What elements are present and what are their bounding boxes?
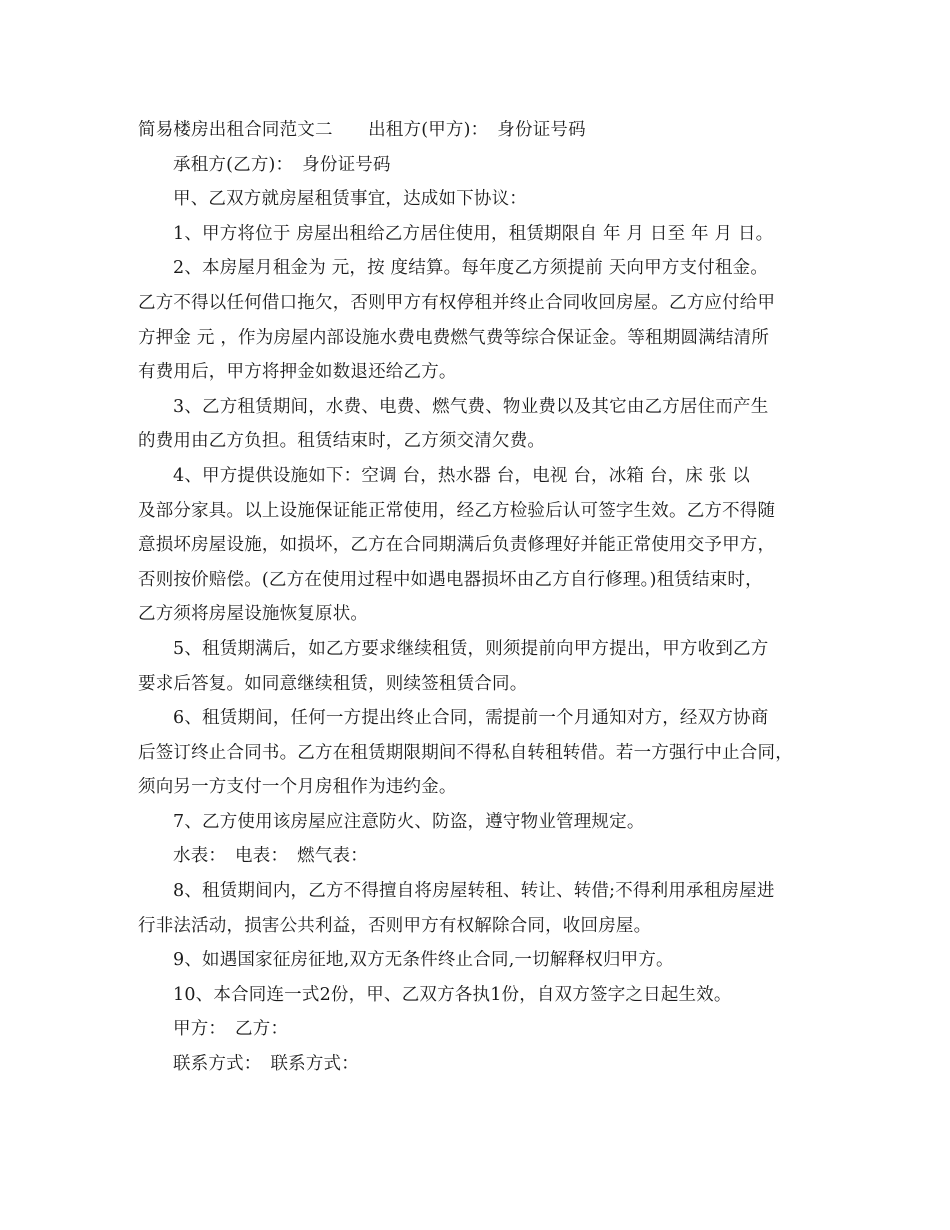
agreement-intro-line: 甲、乙双方就房屋租赁事宜，达成如下协议： bbox=[173, 189, 527, 210]
signature-parties-line: 甲方： 乙方： bbox=[173, 1019, 289, 1040]
contract-text bbox=[138, 113, 828, 1082]
clause-7-line: 7、乙方使用该房屋应注意防火、防盗，遵守物业管理规定。 bbox=[173, 811, 645, 832]
clause-2-line-2: 乙方不得以任何借口拖欠，否则甲方有权停租并终止合同收回房屋。乙方应付给甲 bbox=[138, 292, 776, 313]
clause-6-line-3: 须向另一方支付一个月房租作为违约金。 bbox=[138, 777, 457, 798]
clause-8-line-1: 8、租赁期间内，乙方不得擅自将房屋转租、转让、转借;不得利用承租房屋进 bbox=[173, 881, 775, 902]
clause-9-line: 9、如遇国家征房征地,双方无条件终止合同,一切解释权归甲方。 bbox=[173, 950, 674, 971]
clause-5-line-1: 5、租赁期满后，如乙方要求继续租赁，则须提前向甲方提出，甲方收到乙方 bbox=[173, 638, 769, 659]
clause-3-line-1: 3、乙方租赁期间，水费、电费、燃气费、物业费以及其它由乙方居住而产生 bbox=[173, 396, 769, 417]
clause-4-line-3: 意损坏房屋设施，如损坏，乙方在合同期满后负责修理好并能正常使用交予甲方， bbox=[138, 535, 776, 556]
clause-4-line-2: 及部分家具。以上设施保证能正常使用，经乙方检验后认可签字生效。乙方不得随 bbox=[138, 500, 776, 521]
contract-heading-line: 简易楼房出租合同范文二 出租方(甲方)： 身份证号码 bbox=[138, 120, 586, 140]
meter-readings-line: 水表： 电表： 燃气表： bbox=[173, 846, 368, 867]
clause-1-line: 1、甲方将位于 房屋出租给乙方居住使用，租赁期限自 年 月 日至 年 月 日。 bbox=[173, 223, 774, 244]
clause-6-line-1: 6、租赁期间，任何一方提出终止合同，需提前一个月通知对方，经双方协商 bbox=[173, 708, 769, 729]
clause-2-line-4: 有费用后，甲方将押金如数退还给乙方。 bbox=[138, 362, 457, 383]
clause-5-line-2: 要求后答复。如同意继续租赁，则续签租赁合同。 bbox=[138, 673, 528, 694]
clause-10-line: 10、本合同连一式2份，甲、乙双方各执1份，自双方签字之日起生效。 bbox=[173, 984, 732, 1005]
clause-2-line-3: 方押金 元 ，作为房屋内部设施水费电费燃气费等综合保证金。等租期圆满结清所 bbox=[138, 327, 770, 348]
clause-6-line-2: 后签订终止合同书。乙方在租赁期限期间不得私自转租转借。若一方强行中止合同， bbox=[138, 742, 793, 763]
clause-4-line-4: 否则按价赔偿。(乙方在使用过程中如遇电器损坏由乙方自行修理。)租赁结束时， bbox=[138, 569, 763, 590]
contact-info-line: 联系方式： 联系方式： bbox=[173, 1054, 359, 1075]
clause-3-line-2: 的费用由乙方负担。租赁结束时，乙方须交清欠费。 bbox=[138, 431, 546, 452]
lessee-line: 承租方(乙方)： 身份证号码 bbox=[173, 154, 391, 175]
clause-4-line-5: 乙方须将房屋设施恢复原状。 bbox=[138, 604, 369, 625]
clause-8-line-2: 行非法活动，损害公共利益，否则甲方有权解除合同，收回房屋。 bbox=[138, 915, 652, 936]
clause-2-line-1: 2、本房屋月租金为 元，按 度结算。每年度乙方须提前 天向甲方支付租金。 bbox=[173, 258, 769, 279]
clause-4-line-1: 4、甲方提供设施如下：空调 台，热水器 台，电视 台，冰箱 台，床 张 以 bbox=[173, 465, 750, 486]
